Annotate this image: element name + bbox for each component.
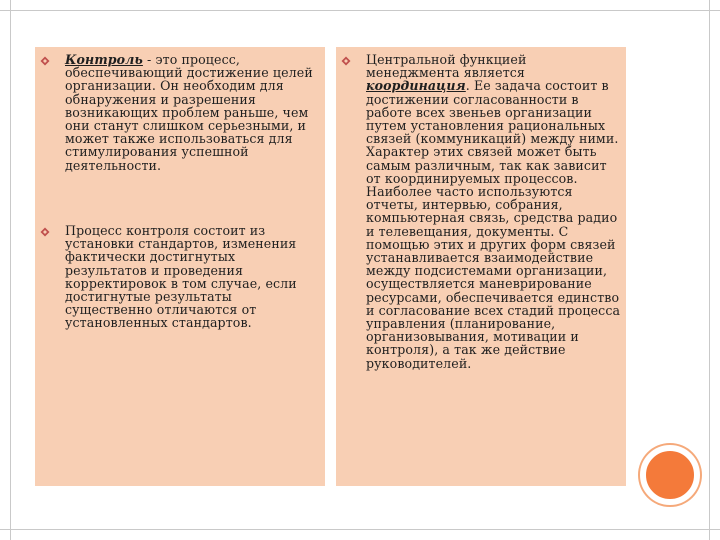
coordination-text-after: . Ее задача состоит в достижении согласованности в работе всех звеньев организации путем установления рациональных связей (коммуникаций) между ними. Характер этих связей может быть самым различным, так как зависит от координируемых процессов. Наиболее часто используются отчеты, интервью, собрания, компьютерная связь, средства радио и телевещания, документы. С помощью этих и других форм связей устанавливается взаимодействие между подсистемами организации, осуществляется маневрирование ресурсами, обеспечивается единство и согласование всех стадий процесса управления (планирование, организовывания, мотивации и контроля), а так же действие руководителей. <box>366 78 621 371</box>
control-definition-text: - это процесс, обеспечивающий достижение целей организации. Он необходим для обнаружения и разрешения возникающих проблем раньше, чем они станут слишком серьезными, и может также использоваться для стимулирования успешной деятельности. <box>65 52 313 173</box>
term-coordination: координация <box>366 78 466 94</box>
left-content-panel <box>35 47 325 486</box>
term-control: Контроль <box>65 52 143 67</box>
control-definition-paragraph <box>65 53 321 172</box>
frame-top-line <box>0 10 720 11</box>
frame-left-line <box>10 0 11 540</box>
bullet-icon <box>341 56 351 66</box>
bullet-icon <box>40 56 50 66</box>
bullet-icon <box>40 227 50 237</box>
coordination-text-before: Центральной функцией менеджмента является <box>366 52 527 81</box>
right-content-panel <box>336 47 626 486</box>
control-process-paragraph: Процесс контроля состоит из установки стандартов, изменения фактически достигнутых результатов и проведения корректировок в том случае, если достигнутые результаты существенно отличаются от установленных стандартов. <box>65 223 297 331</box>
coordination-paragraph <box>366 53 624 370</box>
decorative-orange-circle <box>640 445 700 505</box>
frame-bottom-line <box>0 529 720 530</box>
frame-right-line <box>709 0 710 540</box>
